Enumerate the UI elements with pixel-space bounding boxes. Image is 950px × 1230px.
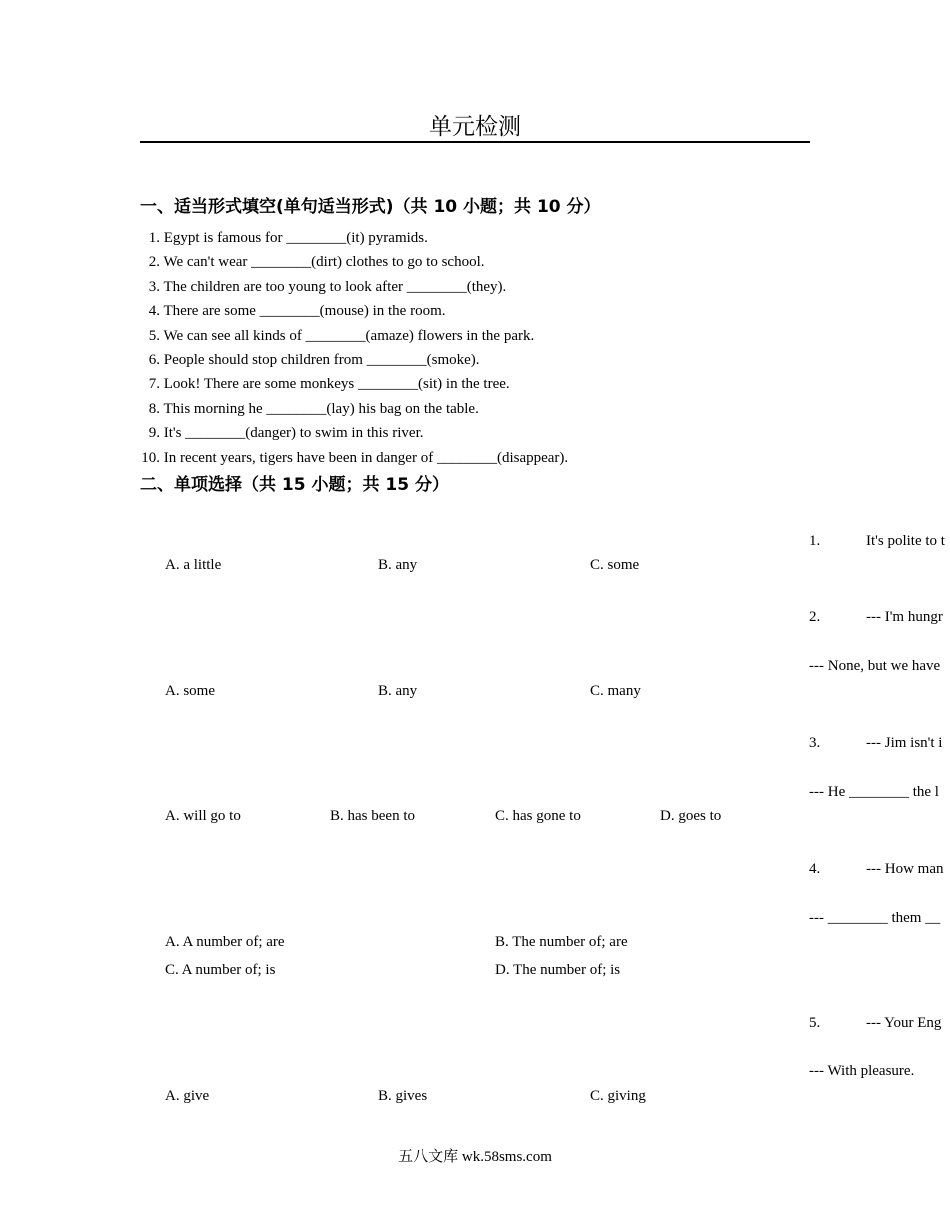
question-text: Egypt is famous for ________(it) pyramids. (163, 230, 428, 246)
question-number: 4. (148, 303, 160, 320)
fill-question (140, 252, 568, 276)
option-c[interactable]: C. some (590, 557, 640, 573)
question-text: The children are too young to look after ________(they). (163, 278, 507, 295)
fill-in-question-list (140, 228, 568, 472)
question-number: 2. (148, 254, 160, 271)
option-d[interactable]: D. goes to (660, 808, 722, 824)
fill-question (140, 448, 568, 472)
option-b[interactable]: B. any (378, 683, 418, 699)
title-underline (140, 141, 810, 143)
choice-question-number: 4. (809, 861, 821, 877)
choice-question-number: 5. (809, 1015, 821, 1031)
question-number: 8. (148, 400, 160, 417)
option-a[interactable]: A. some (165, 683, 215, 699)
option-b[interactable]: B. has been to (330, 808, 415, 824)
option-a[interactable]: A. give (165, 1088, 210, 1104)
choice-question-reply: --- ________ them __ (809, 910, 941, 926)
question-text: There are some ________(mouse) in the room. (163, 303, 446, 320)
choice-question-stem: --- How man (866, 861, 944, 877)
fill-question (140, 350, 568, 374)
fill-question (140, 277, 568, 301)
choice-question-number: 2. (809, 609, 821, 625)
page-title: 单元检测 (429, 114, 521, 140)
choice-question-stem: --- Your Eng (866, 1015, 942, 1031)
option-c[interactable]: C. giving (590, 1088, 646, 1104)
question-text: Look! There are some monkeys ________(sit) in the tree. (163, 376, 510, 393)
option-c[interactable]: C. A number of; is (165, 962, 276, 978)
option-b[interactable]: B. any (378, 557, 418, 573)
choice-question-reply: --- With pleasure. (809, 1063, 915, 1079)
question-text: We can see all kinds of ________(amaze) flowers in the park. (163, 327, 535, 344)
fill-question (140, 423, 568, 447)
option-c[interactable]: C. many (590, 683, 641, 699)
fill-question (140, 399, 568, 423)
fill-question (140, 301, 568, 325)
choice-question-number: 3. (809, 735, 821, 751)
fill-question (140, 374, 568, 398)
question-number: 7. (148, 376, 160, 393)
section-1-heading: 一、适当形式填空(单句适当形式)（共 10 小题；共 10 分） (140, 197, 601, 217)
section-2-heading: 二、单项选择（共 15 小题；共 15 分） (140, 475, 449, 495)
choice-question-stem: --- I'm hungr (866, 609, 943, 625)
question-text: This morning he ________(lay) his bag on the table. (163, 400, 479, 417)
footer-watermark: 五八文库 wk.58sms.com (398, 1149, 552, 1165)
question-text: It's ________(danger) to swim in this river. (163, 425, 424, 442)
question-text: People should stop children from ________(smoke). (163, 351, 480, 368)
option-a[interactable]: A. a little (165, 557, 222, 573)
question-number: 10. (141, 449, 160, 466)
question-text: We can't wear ________(dirt) clothes to go to school. (163, 254, 485, 271)
question-number: 3. (148, 278, 160, 295)
question-number: 1. (148, 230, 160, 246)
option-a[interactable]: A. A number of; are (165, 934, 285, 950)
question-number: 9. (148, 425, 160, 442)
choice-question-number: 1. (809, 533, 821, 549)
choice-question-stem: --- Jim isn't i (866, 735, 943, 751)
choice-question-reply: --- He ________ the l (809, 784, 939, 800)
option-b[interactable]: B. The number of; are (495, 934, 628, 950)
question-number: 6. (148, 351, 160, 368)
fill-question (140, 326, 568, 350)
option-b[interactable]: B. gives (378, 1088, 428, 1104)
option-a[interactable]: A. will go to (165, 808, 241, 824)
question-number: 5. (148, 327, 160, 344)
question-text: In recent years, tigers have been in danger of ________(disappear). (163, 449, 569, 466)
choice-question-stem: It's polite to t (866, 533, 945, 549)
fill-question (140, 228, 568, 252)
option-c[interactable]: C. has gone to (495, 808, 581, 824)
option-d[interactable]: D. The number of; is (495, 962, 621, 978)
choice-question-reply: --- None, but we have (809, 658, 941, 674)
